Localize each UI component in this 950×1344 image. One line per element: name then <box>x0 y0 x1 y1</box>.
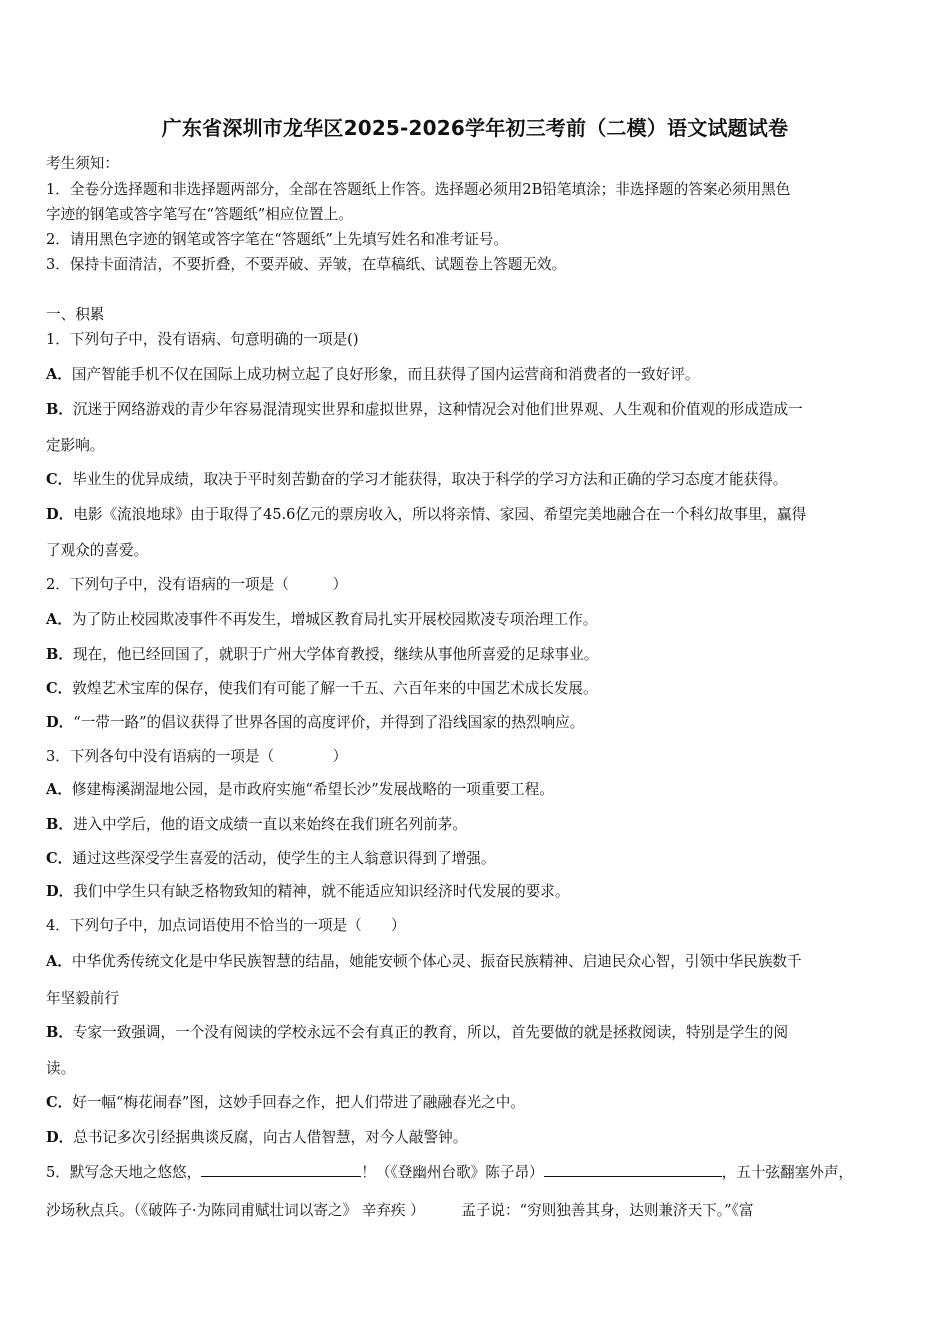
question-4-option-b <box>46 1021 788 1042</box>
option-label: D． <box>46 714 74 731</box>
question-4-stem: 4．下列句子中，加点词语使用不恰当的一项是（ ） <box>46 917 406 934</box>
question-5-text: ，五十弦翻塞外声， <box>721 1164 854 1181</box>
notice-item: 3．保持卡面清洁，不要折叠，不要弄破、弄皱，在草稿纸、试题卷上答题无效。 <box>46 256 567 273</box>
question-3-stem: 3．下列各句中没有语病的一项是（ ） <box>46 748 348 765</box>
question-2-option-a <box>46 608 597 629</box>
option-label: B． <box>46 1024 73 1041</box>
section-heading: 一、积累 <box>46 306 105 323</box>
option-label: A． <box>46 366 72 383</box>
option-text: 我们中学生只有缺乏格物致知的精神，就不能适应知识经济时代发展的要求。 <box>73 883 570 900</box>
question-2-option-c <box>46 677 598 698</box>
question-1-option-b <box>46 398 803 419</box>
option-label: D． <box>46 883 74 900</box>
answer-blank[interactable] <box>544 1162 722 1177</box>
question-3-option-b <box>46 813 467 834</box>
option-label: B． <box>46 401 73 418</box>
notice-item: 字迹的钢笔或答字笔写在“答题纸”相应位置上。 <box>46 206 353 223</box>
option-text: 中华优秀传统文化是中华民族智慧的结晶，她能安顿个体心灵、振奋民族精神、启迪民众心智，引领中华民族数千 <box>71 953 802 970</box>
question-2-option-d <box>46 711 584 732</box>
question-5-text: 5．默写念天地之悠悠， <box>46 1164 202 1181</box>
question-4-option-d <box>46 1126 467 1147</box>
option-label: D． <box>46 506 74 523</box>
question-1-stem: 1．下列句子中，没有语病、句意明确的一项是() <box>46 331 359 348</box>
question-2-stem: 2．下列句子中，没有语病的一项是（ ） <box>46 576 348 593</box>
option-label: C． <box>46 850 73 867</box>
option-text: 毕业生的优异成绩，取决于平时刻苦勤奋的学习才能获得，取决于科学的学习方法和正确的学习态度才能获得。 <box>72 471 788 488</box>
question-4-option-a-cont: 年坚毅前行 <box>46 990 119 1007</box>
question-1-option-d-cont: 了观众的喜爱。 <box>46 542 149 559</box>
option-text: 好一幅“梅花闹春”图，这妙手回春之作，把人们带进了融融春光之中。 <box>72 1094 525 1111</box>
option-text: 专家一致强调，一个没有阅读的学校永远不会有真正的教育，所以，首先要做的就是拯救阅读，特别是学生的阅 <box>72 1024 789 1041</box>
question-4-option-c <box>46 1091 525 1112</box>
option-text: 通过这些深受学生喜爱的活动，使学生的主人翁意识得到了增强。 <box>72 850 496 867</box>
option-text: 总书记多次引经据典谈反腐，向古人借智慧，对今人敲警钟。 <box>73 1129 468 1146</box>
question-3-option-c <box>46 847 495 868</box>
answer-blank[interactable] <box>201 1162 361 1177</box>
option-label: A． <box>46 781 72 798</box>
option-label: C． <box>46 471 73 488</box>
option-text: 为了防止校园欺凌事件不再发生，增城区教育局扎实开展校园欺凌专项治理工作。 <box>71 611 598 628</box>
question-5-text: ！（《登幽州台歌》陈子昂） <box>361 1164 544 1181</box>
option-text: 沉迷于网络游戏的青少年容易混清现实世界和虚拟世界，这种情况会对他们世界观、人生观和价值观的形成造成一 <box>72 401 803 418</box>
option-text: “一带一路”的倡议获得了世界各国的高度评价，并得到了沿线国家的热烈响应。 <box>73 714 585 731</box>
question-1-option-c <box>46 468 787 489</box>
option-label: D． <box>46 1129 74 1146</box>
option-text: 敦煌艺术宝库的保存，使我们有可能了解一千五、六百年来的中国艺术成长发展。 <box>72 680 598 697</box>
option-text: 电影《流浪地球》由于取得了45.6亿元的票房收入，所以将亲情、家园、希望完美地融合在一个科幻故事里，赢得 <box>73 506 807 523</box>
notice-heading: 考生须知： <box>46 155 119 172</box>
option-text: 修建梅溪湖湿地公园，是市政府实施“希望长沙”发展战略的一项重要工程。 <box>71 781 554 798</box>
option-label: B． <box>46 816 73 833</box>
question-5-line-1 <box>46 1161 853 1182</box>
question-1-option-d <box>46 503 806 524</box>
option-text: 国产智能手机不仅在国际上成功树立起了良好形象，而且获得了国内运营商和消费者的一致好评。 <box>71 366 700 383</box>
question-4-option-b-cont: 读。 <box>46 1060 76 1077</box>
question-1-option-a <box>46 363 699 384</box>
question-5-line-2: 沙场秋点兵。（《破阵子·为陈同甫赋壮词以寄之》 辛弃疾 ） 孟子说：“穷则独善其身，达则兼济天下。”《富 <box>46 1202 754 1219</box>
question-4-option-a <box>46 950 802 971</box>
notice-item: 2．请用黑色字迹的钢笔或答字笔在“答题纸”上先填写姓名和准考证号。 <box>46 231 509 248</box>
question-2-option-b <box>46 643 598 664</box>
option-text: 现在，他已经回国了，就职于广州大学体育教授，继续从事他所喜爱的足球事业。 <box>72 646 599 663</box>
option-label: A． <box>46 611 72 628</box>
option-label: B． <box>46 646 73 663</box>
exam-title: 广东省深圳市龙华区2025-2026学年初三考前（二模）语文试题试卷 <box>161 116 789 140</box>
option-label: C． <box>46 680 73 697</box>
notice-item: 1．全卷分选择题和非选择题两部分，全部在答题纸上作答。选择题必须用2B铅笔填涂；非选择题的答案必须用黑色 <box>46 181 791 198</box>
question-3-option-a <box>46 778 554 799</box>
option-text: 进入中学后，他的语文成绩一直以来始终在我们班名列前茅。 <box>72 816 467 833</box>
question-1-option-b-cont: 定影响。 <box>46 437 105 454</box>
question-3-option-d <box>46 880 569 901</box>
option-label: A． <box>46 953 72 970</box>
option-label: C． <box>46 1094 73 1111</box>
